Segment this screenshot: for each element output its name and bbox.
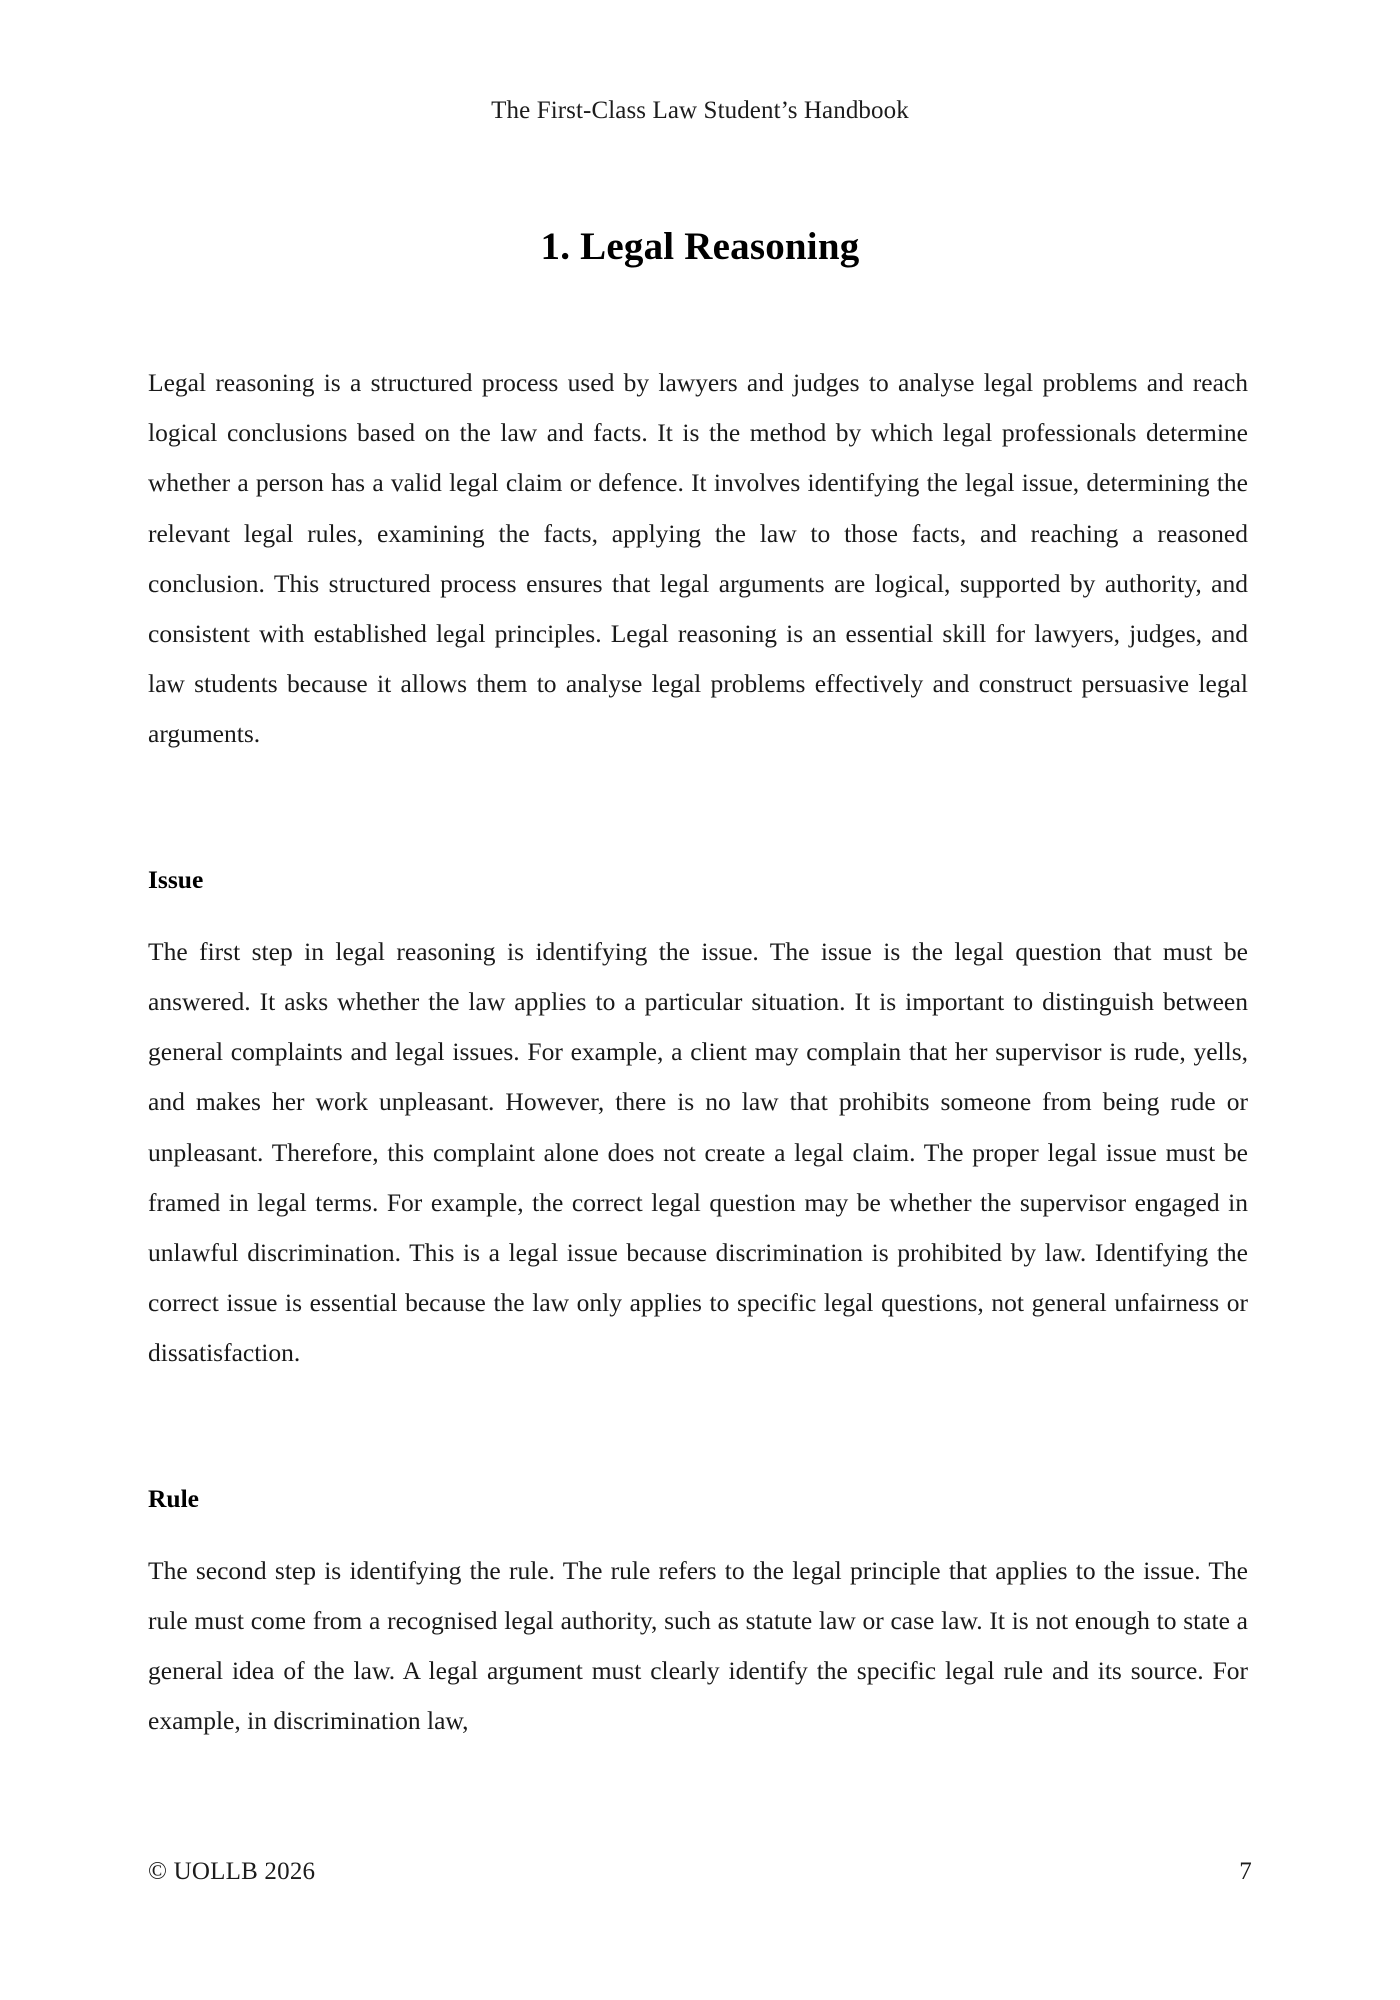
section-paragraph-rule: The second step is identifying the rule. The rule refers to the legal principle that applies to the issue. The rule must come from a recognised legal authority, such as statute law or case law. It is not enough to state a general idea of the law. A legal argument must clearly identify the specific legal rule and its source. For example, in discrimination law, — [148, 1555, 1248, 1736]
footer-copyright: © UOLLB 2026 — [148, 1858, 316, 1885]
section-heading-rule: Rule — [148, 1483, 199, 1513]
chapter-title: 1. Legal Reasoning — [540, 225, 860, 269]
body-content — [148, 358, 1248, 1747]
spacer-after-rule-heading — [148, 1524, 1248, 1546]
page-footer — [148, 1858, 1252, 1886]
spacer-before-issue-heading — [148, 760, 1248, 855]
spacer-before-rule-heading — [148, 1379, 1248, 1474]
intro-paragraph: Legal reasoning is a structured process used by lawyers and judges to analyse legal problems and reach logical conclusions based on the law and facts. It is the method by which legal professionals determine whether a person has a valid legal claim or defence. It involves identifying the legal issue, determining the relevant legal rules, examining the facts, applying the law to those facts, and reaching a reasoned conclusion. This structured process ensures that legal arguments are logical, supported by authority, and consistent with established legal principles. Legal reasoning is an essential skill for lawyers, judges, and law students because it allows them to analyse legal problems effectively and construct persuasive legal arguments. — [148, 368, 1248, 749]
footer-page-number: 7 — [1239, 1858, 1252, 1885]
section-heading-issue: Issue — [148, 864, 204, 894]
running-header: The First-Class Law Student’s Handbook — [491, 97, 909, 124]
section-paragraph-issue: The first step in legal reasoning is identifying the issue. The issue is the legal question that must be answered. It asks whether the law applies to a particular situation. It is important to distinguish between general complaints and legal issues. For example, a client may complain that her supervisor is rude, yells, and makes her work unpleasant. However, there is no law that prohibits someone from being rude or unpleasant. Therefore, this complaint alone does not create a legal claim. The proper legal issue must be framed in legal terms. For example, the correct legal question may be whether the supervisor engaged in unlawful discrimination. This is a legal issue because discrimination is prohibited by law. Identifying the correct issue is essential because the law only applies to specific legal questions, not general unfairness or dissatisfaction. — [148, 936, 1248, 1368]
spacer-after-issue-heading — [148, 905, 1248, 927]
